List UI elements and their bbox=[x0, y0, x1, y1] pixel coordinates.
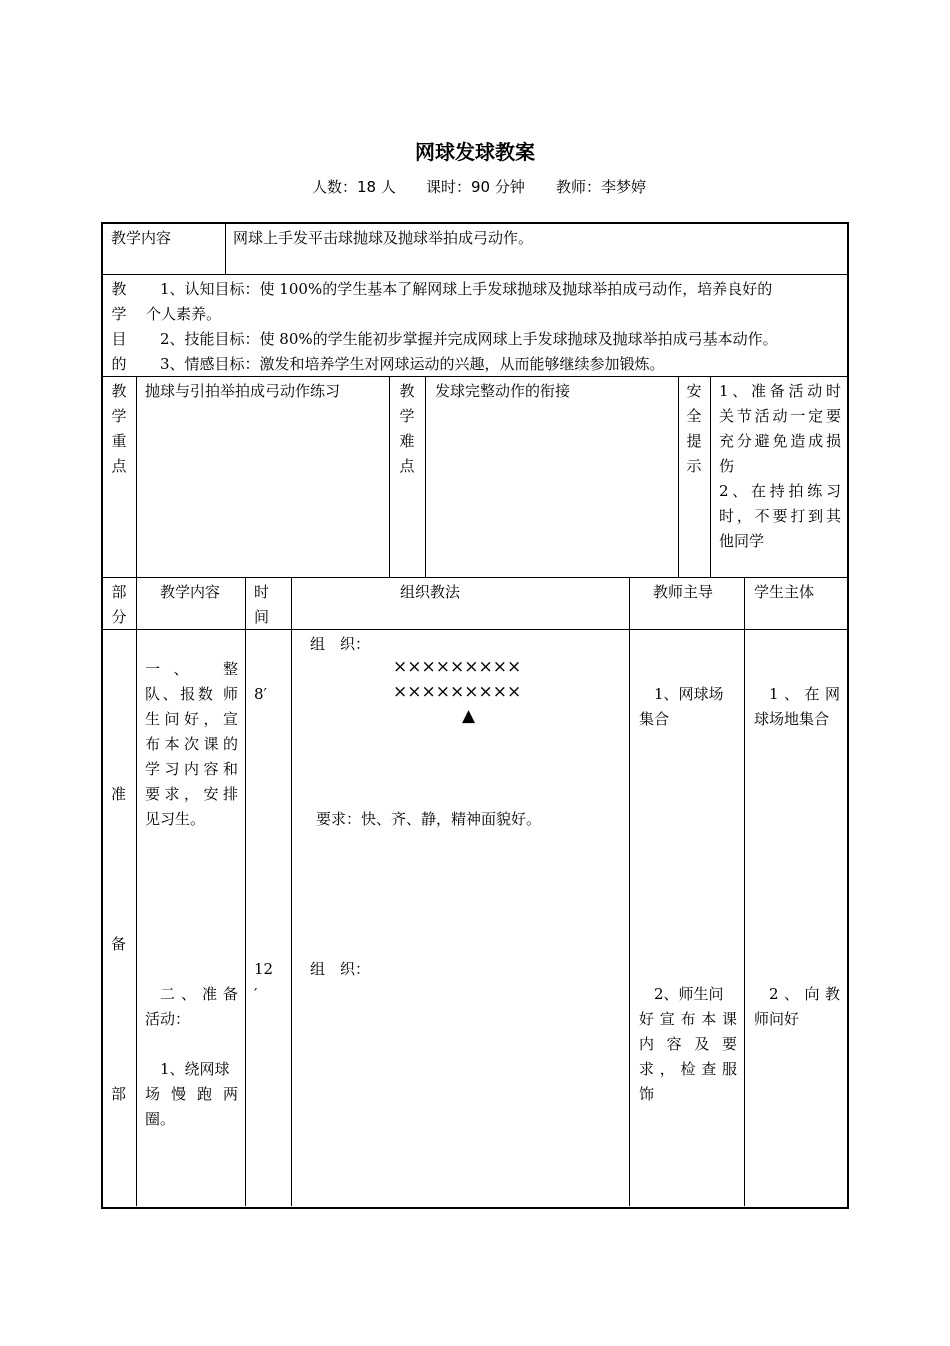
teacher-position-icon: ▲ bbox=[462, 706, 476, 726]
prep-time-1: 8′ bbox=[254, 685, 267, 703]
safety-notes: 1、准备活动时 关节活动一定要 充分避免造成损 伤 2、在持拍练习 时，不要打到其 他同学 bbox=[719, 382, 841, 550]
prep-org-label-1: 组 织： bbox=[310, 635, 371, 653]
header-part: 部 分 bbox=[111, 583, 127, 626]
content-value: 网球上手发平击球抛球及抛球举拍成弓动作。 bbox=[233, 229, 534, 247]
teacher-name: 教师：李梦婷 bbox=[556, 178, 647, 196]
header-teacher: 教师主导 bbox=[653, 583, 714, 601]
goals-label: 教 学 目 的 bbox=[111, 280, 127, 373]
goal-affective: 3、情感目标：激发和培养学生对网球运动的兴趣，从而能够继续参加锻炼。 bbox=[160, 355, 665, 373]
safety-label: 安 全 提 示 bbox=[686, 382, 702, 475]
part-char-2: 备 bbox=[111, 935, 127, 953]
prep-org-label-2: 组 织： bbox=[310, 960, 371, 978]
lesson-duration: 课时：90 分钟 bbox=[426, 178, 525, 196]
prep-time-2: 12 ′ bbox=[254, 960, 274, 1003]
difficult-point-label: 教 学 难 点 bbox=[399, 382, 415, 475]
header-student: 学生主体 bbox=[754, 583, 815, 601]
people-count: 人数：18 人 bbox=[312, 178, 396, 196]
prep-content-2: 二、准备 活动： 1、绕网球 场 慢 跑 两 圈。 bbox=[145, 985, 238, 1128]
student-activity-1: 1、在网 球场地集合 bbox=[754, 685, 840, 728]
header-content: 教学内容 bbox=[160, 583, 221, 601]
header-method: 组织教法 bbox=[400, 583, 461, 601]
part-char-1: 准 bbox=[111, 785, 127, 803]
goal-cognitive-cont: 个人素养。 bbox=[146, 305, 222, 323]
goal-cognitive: 1、认知目标：使 100%的学生基本了解网球上手发球抛球及抛球举拍成弓动作，培养良好的 bbox=[160, 280, 773, 298]
page-title: 网球发球教案 bbox=[415, 140, 535, 164]
key-point-label: 教 学 重 点 bbox=[111, 382, 127, 475]
goal-skill: 2、技能目标：使 80%的学生能初步掌握并完成网球上手发球抛球及抛球举拍成弓基本动作。 bbox=[160, 330, 778, 348]
prep-requirement: 要求：快、齐、静，精神面貌好。 bbox=[316, 810, 542, 828]
prep-content-1: 一、 整 队、报数 师 生问好，宣 布本次课的 学习内容和 要求，安排 见习生。 bbox=[145, 660, 238, 828]
difficult-point-value: 发球完整动作的衔接 bbox=[435, 382, 571, 400]
content-label: 教学内容 bbox=[111, 229, 172, 247]
teacher-guide-2: 2、师生问 好宣布本课 内 容 及 要 求，检查服 饰 bbox=[639, 985, 737, 1103]
teacher-guide-1: 1、网球场 集合 bbox=[639, 685, 724, 728]
formation-row-2: ××××××××× bbox=[393, 682, 522, 702]
header-time: 时 间 bbox=[254, 583, 270, 626]
part-char-3: 部 bbox=[111, 1085, 127, 1103]
student-activity-2: 2、向教 师问好 bbox=[754, 985, 840, 1028]
formation-row-1: ××××××××× bbox=[393, 657, 522, 677]
key-point-value: 抛球与引拍举拍成弓动作练习 bbox=[145, 382, 341, 400]
